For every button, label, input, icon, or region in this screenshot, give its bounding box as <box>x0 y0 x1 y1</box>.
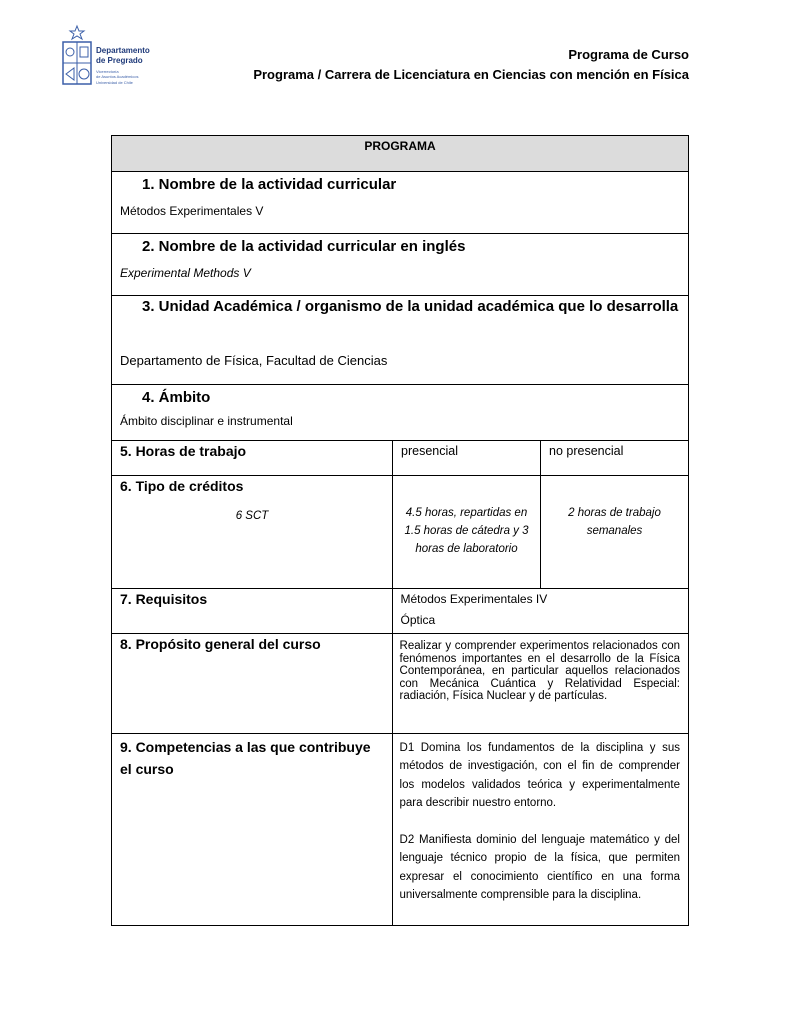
logo-line-4: de Asuntos Académicos <box>96 74 139 79</box>
program-table <box>111 135 689 926</box>
competency-d1: D1 Domina los fundamentos de la disciplina y sus métodos de investigación, con el fin de comprender los modelos validados teórica y experimentalmente para describir nuestro entorno. <box>399 742 680 809</box>
section-label: 6. Tipo de créditos <box>120 478 244 494</box>
section-scope <box>112 384 688 440</box>
logo-line-3: Vicerrectoría <box>96 69 119 74</box>
section-competencies <box>112 733 688 925</box>
requirement-item: Óptica <box>400 613 436 627</box>
section-work-hours <box>112 440 688 475</box>
section-title: 2. Nombre de la actividad curricular en inglés <box>142 238 466 255</box>
column-header-presencial: presencial <box>401 444 458 458</box>
section-title: 1. Nombre de la actividad curricular <box>142 176 397 193</box>
section-title: 4. Ámbito <box>142 389 211 406</box>
competency-d2: D2 Manifiesta dominio del lenguaje matemático y del lenguaje técnico propio de la física, que permiten expresar el conocimiento científico en una forma universalmente comprensible para la disciplina. <box>399 834 680 901</box>
logo-line-2: de Pregrado <box>96 56 143 65</box>
logo-line-1: Departamento <box>96 46 150 55</box>
section-value: Ámbito disciplinar e instrumental <box>120 414 293 428</box>
credits-value: 6 SCT <box>235 510 269 522</box>
section-label: 5. Horas de trabajo <box>120 443 247 459</box>
section-label: 7. Requisitos <box>120 591 208 607</box>
section-value: Experimental Methods V <box>120 266 251 280</box>
coat-of-arms-icon <box>60 24 94 88</box>
university-logo <box>60 24 172 90</box>
section-value: Departamento de Física, Facultad de Ciencias <box>120 353 388 368</box>
section-title: 3. Unidad Académica / organismo de la unidad académica que lo desarrolla <box>142 298 679 315</box>
header-title: Programa de Curso <box>568 47 689 62</box>
header-subtitle: Programa / Carrera de Licenciatura en Ciencias con mención en Física <box>253 67 689 82</box>
section-purpose <box>112 633 688 733</box>
purpose-text: Realizar y comprender experimentos relacionados con fenómenos importantes en el desarrollo de la Física Contemporánea, en particular aquellos relacionados con Mecánica Cuántica y Relatividad Especial: radiación, Física Nuclear y de partículas. <box>399 640 680 702</box>
section-value: Métodos Experimentales V <box>120 204 264 218</box>
section-activity-name-english <box>112 233 688 295</box>
section-academic-unit <box>112 295 688 384</box>
presencial-hours: 4.5 horas, repartidas en 1.5 horas de cátedra y 3 horas de laboratorio <box>404 507 529 555</box>
section-requirements <box>112 588 688 633</box>
section-credit-type <box>112 475 688 588</box>
column-header-no-presencial: no presencial <box>549 444 624 458</box>
no-presencial-hours: 2 horas de trabajo semanales <box>568 507 661 537</box>
section-label: 8. Propósito general del curso <box>120 636 321 652</box>
section-label: 9. Competencias a las que contribuye el curso <box>120 739 371 777</box>
requirement-item: Métodos Experimentales IV <box>400 592 548 606</box>
logo-line-5: Universidad de Chile <box>96 80 133 85</box>
table-band-title: PROGRAMA <box>112 136 688 171</box>
section-activity-name <box>112 171 688 233</box>
